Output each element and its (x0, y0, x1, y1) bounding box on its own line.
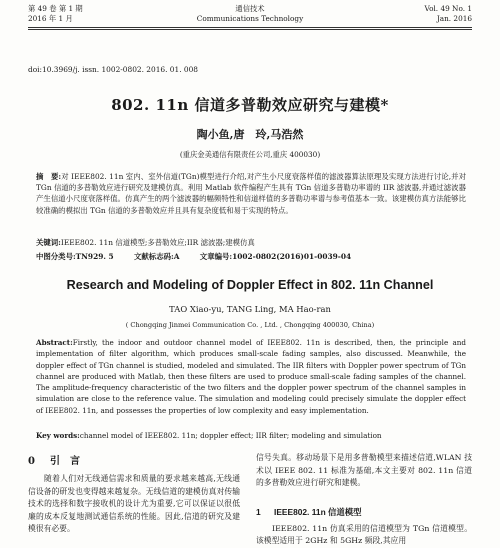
keywords-cn-text: IEEE802. 11n 信道模型;多普勒效应;IIR 滤波器;建模仿真 (60, 238, 255, 247)
keywords-cn-label: 关键词: (36, 238, 61, 247)
paper-title-cn: 802. 11n 信道多普勒效应研究与建模* (111, 96, 389, 114)
journal-volume-en (424, 4, 472, 24)
section-heading-intro (28, 452, 240, 467)
volume-issue: 第 49 卷 第 1 期 (28, 4, 83, 13)
authors-en: TAO Xiao-yu, TANG Ling, MA Hao-ran (169, 304, 331, 314)
document-code: 文献标志码:A (134, 252, 180, 261)
abstract-cn-text: 对 IEEE802. 11n 室内、室外信道(TGn)模型进行介绍,对产生小尺度衰落样值的滤波器算法原理及实现方法进行讨论,并对 TGn 信道的多普勒效应进行研究及建模仿真。利用 Matlab 软件编程产生具有 TGn 信道多普勒功率谱的 IIR 滤波器,并通过滤波器产生信道小尺度衰落样值。仿真产生的两个滤波器的幅频特性和信道样值的多普勒功率谱与参考值基本一致。该建模仿真方法能够比较准确的模拟出 TGn 信道的多普勒效应并且具有复杂度低和易于实现的特点。 (36, 172, 467, 215)
journal-name-en: Communications Technology (196, 14, 304, 23)
section-number: 0 (28, 456, 35, 467)
abstract-cn (36, 171, 466, 216)
column-left (28, 452, 240, 536)
clc-number: 中图分类号:TN929. 5 (36, 252, 114, 261)
volume-issue-en: Vol. 49 No. 1 (424, 4, 472, 13)
abstract-cn-label: 摘 要: (36, 172, 62, 181)
section-heading-channel-model (256, 506, 472, 518)
journal-name-cn: 通信技术 (235, 4, 265, 13)
column-right (256, 452, 472, 548)
abstract-en-text: Firstly, the indoor and outdoor channel model of IEEE802. 11n is described, then, the principle and implementation of filter algorithm, which produces small-scale fading samples, also discussed. Meanwhile, the doppler effect of TGn channel is studied, modeled and simulated. The IIR filters with Doppler power spectrum of TGn channel are produced with Matlab, then these filters are used to produce small-scale fading samples of the channel. The amplitude-frequency characteristic of the two filters and the doppler power spectrum of the channel samples in simulation are close to the reference value. The simulation and modeling could precisely simulate the doppler effect of IEEE802. 11n, and possesses the properties of low complexity and easy implementation. (36, 338, 466, 415)
keywords-en-text: channel model of IEEE802. 11n; doppler effect; IIR filter; modeling and simulation (79, 431, 382, 440)
issue-date-en: Jan. 2016 (436, 14, 472, 23)
section-title: 引 言 (50, 456, 80, 467)
article-number: 文章编号:1002-0802(2016)01-0039-04 (199, 252, 352, 261)
header-rule-thin (28, 29, 472, 30)
issue-date: 2016 年 1 月 (28, 14, 73, 23)
abstract-en (36, 337, 466, 416)
abstract-en-label: Abstract: (36, 338, 73, 347)
keywords-cn (36, 237, 255, 248)
authors-cn: 陶小鱼,唐 玲,马浩然 (196, 128, 304, 141)
section-title: IEEE802. 11n 信道模型 (274, 506, 362, 517)
channel-model-paragraph: IEEE802. 11n 仿真采用的信道模型为 TGn 信道模型。该模型适用于 2GHz 和 5GHz 频段,其应用 (256, 523, 472, 546)
right-column-paragraph: 信号失真。移动场景下是用多普勒模型来描述信道,WLAN 技术以 IEEE 802. 11 标准为基础,本文主要对 802. 11n 信道的多普勒效应进行研究和建模。 (256, 453, 472, 488)
section-number: 1 (256, 506, 261, 517)
paper-title-en: Research and Modeling of Doppler Effect in 802. 11n Channel (66, 278, 434, 292)
intro-paragraph: 随着人们对无线通信需求和质量的要求越来越高,无线通信设备的研发也变得越来越复杂。无线信道的建模仿真对传输技术的选择和数字接收机的设计尤为重要,它可以保证以很低廉的成本反复地测试通信系统的性能。因此,信道的研究及建模很有必要。 (28, 474, 240, 534)
affiliation-cn: (重庆金美通信有限责任公司,重庆 400030) (179, 150, 321, 159)
header-rule (28, 27, 472, 28)
classification-line (36, 251, 476, 262)
keywords-en-label: Key words: (36, 431, 80, 440)
affiliation-en: ( Chongqing Jinmei Communication Co. , Ltd. , Chongqing 400030, China) (125, 321, 375, 329)
keywords-en (36, 430, 476, 441)
doi: doi:10.3969/j. issn. 1002-0802. 2016. 01. 008 (28, 65, 199, 74)
